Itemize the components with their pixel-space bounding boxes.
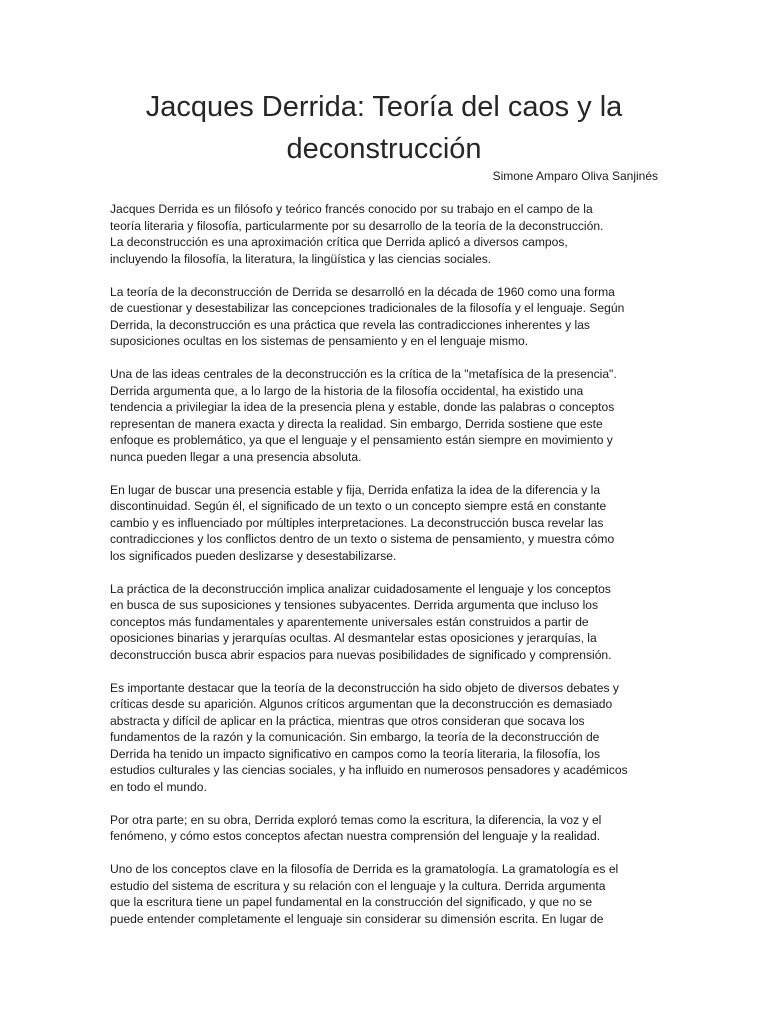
paragraph-5: La práctica de la deconstrucción implica analizar cuidadosamente el lenguaje y los conceptos en busca de sus suposiciones y tensiones subyacentes. Derrida argumenta que incluso los conceptos más fundamentales y aparentemente universales están construidos a partir de oposiciones binarias y jerarquías ocultas. Al desmantelar estas oposiciones y jerarquías, la deconstrucción busca abrir espacios para nuevas posibilidades de significado y comprensión. — [110, 581, 612, 662]
paragraph-1: Jacques Derrida es un filósofo y teórico francés conocido por su trabajo en el campo de la teoría literaria y filosofía, particularmente por su desarrollo de la teoría de la deconstrucción. La deconstrucción es una aproximación crítica que Derrida aplicó a diversos campos, incluyendo la filosofía, la literatura, la lingüística y las ciencias sociales. — [110, 202, 604, 266]
paragraph-6: Es importante destacar que la teoría de la deconstrucción ha sido objeto de diversos debates y críticas desde su aparición. Algunos críticos argumentan que la deconstrucción es demasiado abstracta y difícil de aplicar en la práctica, mientras que otros consideran que socava los fundamentos de la razón y la comunicación. Sin embargo, la teoría de la deconstrucción de Derrida ha tenido un impacto significativo en campos como la teoría literaria, la filosofía, los estudios culturales y las ciencias sociales, y ha influido en numerosos pensadores y académicos en todo el mundo. — [110, 680, 628, 794]
document-body — [110, 201, 660, 944]
paragraph-3: Una de las ideas centrales de la deconstrucción es la crítica de la "metafísica de la presencia". Derrida argumenta que, a lo largo de la historia de la filosofía occidental, ha existido una tendencia a privilegiar la idea de la presencia plena y estable, donde las palabras o conceptos representan de manera exacta y directa la realidad. Sin embargo, Derrida sostiene que este enfoque es problemático, ya que el lenguaje y el pensamiento están siempre en movimiento y nunca pueden llegar a una presencia absoluta. — [110, 367, 617, 464]
paragraph-2: La teoría de la deconstrucción de Derrida se desarrolló en la década de 1960 como una forma de cuestionar y desestabilizar las concepciones tradicionales de la filosofía y el lenguaje. Según Derrida, la deconstrucción es una práctica que revela las contradicciones inherentes y las suposiciones ocultas en los sistemas de pensamiento y en el lenguaje mismo. — [110, 284, 625, 348]
author-name: Simone Amparo Oliva Sanjinés — [492, 169, 658, 183]
paragraph-8: Uno de los conceptos clave en la filosofía de Derrida es la gramatología. La gramatología es el estudio del sistema de escritura y su relación con el lenguaje y la cultura. Derrida argumenta que la escritura tiene un papel fundamental en la construcción del significado, y que no se puede entender completamente el lenguaje sin considerar su dimensión escrita. En lugar de — [110, 862, 619, 926]
title-line-2: deconstrucción — [286, 133, 482, 165]
paragraph-7: Por otra parte; en su obra, Derrida exploró temas como la escritura, la diferencia, la voz y el fenómeno, y cómo estos conceptos afectan nuestra comprensión del lenguaje y la realidad. — [110, 812, 602, 843]
document-title — [100, 86, 668, 170]
paragraph-4: En lugar de buscar una presencia estable y fija, Derrida enfatiza la idea de la diferencia y la discontinuidad. Según él, el significado de un texto o un concepto siempre está en constante cambio y es influenciado por múltiples interpretaciones. La deconstrucción busca revelar las contradicciones y los conflictos dentro de un texto o sistema de pensamiento, y muestra cómo los significados pueden deslizarse y desestabilizarse. — [110, 482, 615, 563]
title-line-1: Jacques Derrida: Teoría del caos y la — [145, 91, 623, 123]
